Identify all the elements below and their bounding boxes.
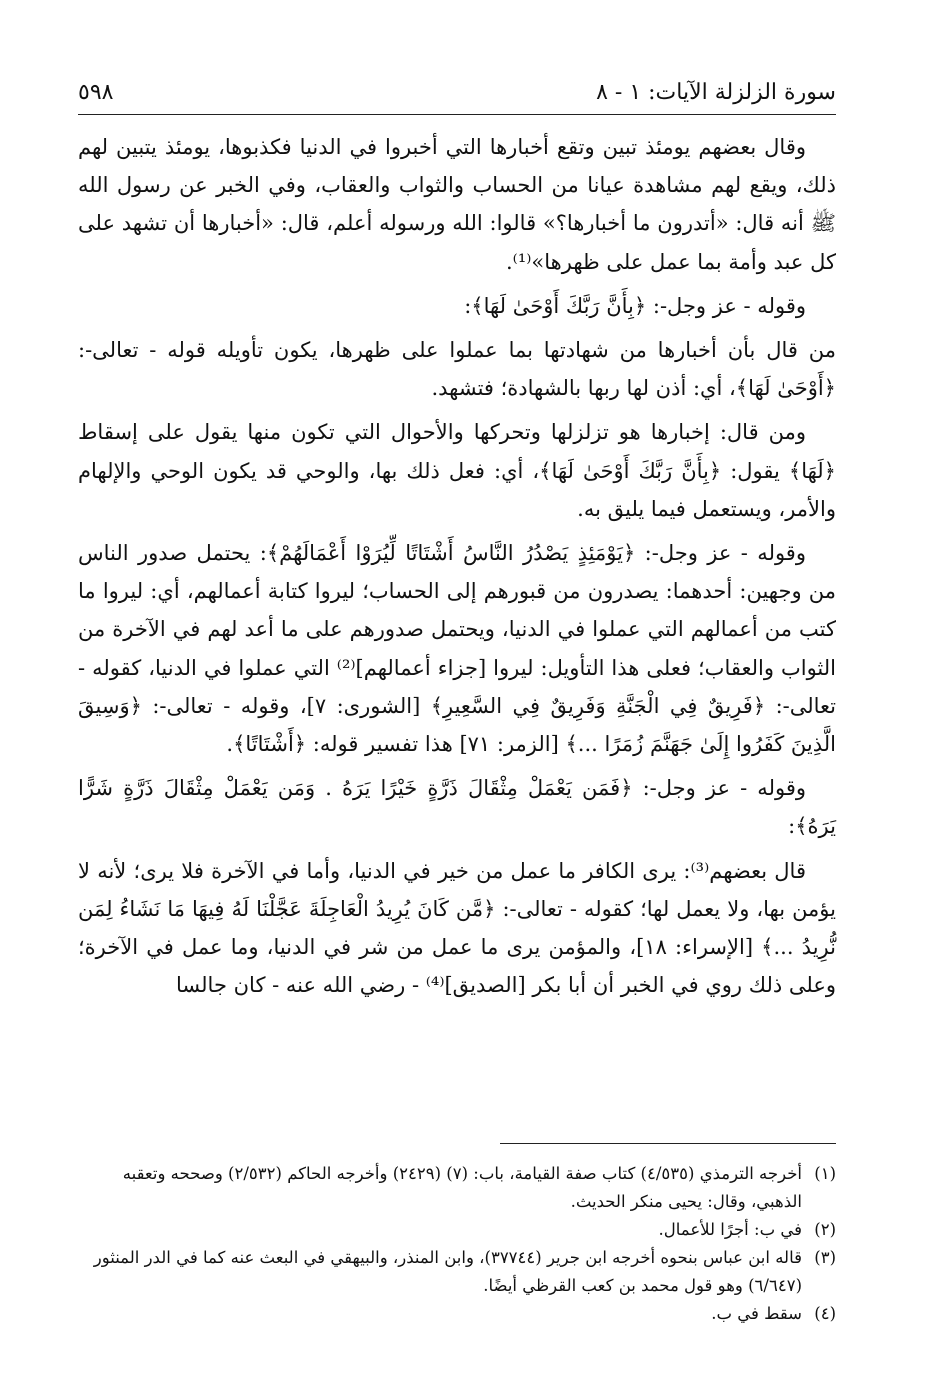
paragraph: من قال بأن أخبارها من شهادتها بما عملوا على ظهرها، يكون تأويله قوله - تعالى-: ﴿أَوْحَىٰ لَهَا﴾، أي: أذن لها ربها بالشهادة؛ فتشهد. <box>78 338 836 401</box>
running-title: سورة الزلزلة الآيات: ١ - ٨ <box>596 79 836 105</box>
paragraph: ومن قال: إخبارها هو تزلزلها وتحركها والأحوال التي تكون منها يقول على إسقاط ﴿لَهَا﴾ يقول: ﴿بِأَنَّ رَبَّكَ أَوْحَىٰ لَهَا﴾، أي: فعل ذلك بها، والوحي قد يكون الوحي والإلهام والأمر، ويستعمل فيما يليق به. <box>78 420 836 521</box>
footnote-number: (٤) <box>814 1304 836 1323</box>
main-text <box>78 128 836 1010</box>
header-divider <box>78 114 836 115</box>
footnote-text: في ب: أجرًا للأعمال. <box>658 1220 802 1239</box>
paragraph: وقوله - عز وجل-: ﴿يَوْمَئِذٍ يَصْدُرُ النَّاسُ أَشْتَاتًا لِّيُرَوْا أَعْمَالَهُمْ﴾: يحتمل صدور الناس من وجهين: أحدهما: يصدرون من قبورهم إلى الحساب؛ ليروا كتابة أعمالهم، أي: ليروا ما كتب من أعمالهم التي عملوا في الدنيا، ويحتمل صدورهم على ما أعد لهم في الآخرة من الثواب والعقاب؛ فعلى هذا التأويل: ليروا [جزاء أعمالهم]⁽²⁾ التي عملوا في الدنيا، كقوله - تعالى-: ﴿فَرِيقٌ فِي الْجَنَّةِ وَفَرِيقٌ فِي السَّعِيرِ﴾ [الشورى: ٧]، وقوله - تعالى-: ﴿وَسِيقَ الَّذِينَ كَفَرُوا إِلَىٰ جَهَنَّمَ زُمَرًا ...﴾ [الزمر: ٧١] هذا تفسير قوله: ﴿أَشْتَاتًا﴾. <box>78 541 837 757</box>
footnote-text: سقط في ب. <box>711 1304 802 1323</box>
footnote <box>78 1216 836 1244</box>
footnote-number: (١) <box>814 1164 836 1183</box>
paragraph: وقوله - عز وجل-: ﴿بِأَنَّ رَبَّكَ أَوْحَىٰ لَهَا﴾: <box>464 293 806 318</box>
footnote-number: (٣) <box>814 1248 836 1267</box>
footnote-divider <box>500 1143 836 1144</box>
page-header <box>78 70 836 114</box>
paragraph: قال بعضهم⁽³⁾: يرى الكافر ما عمل من خير في الدنيا، وأما في الآخرة فلا يرى؛ لأنه لا يؤمن بها، ولا يعمل لها؛ كقوله - تعالى-: ﴿مَّن كَانَ يُرِيدُ الْعَاجِلَةَ عَجَّلْنَا لَهُ فِيهَا مَا نَشَاءُ لِمَن نُّرِيدُ ...﴾ [الإسراء: ١٨]، والمؤمن يرى ما عمل من شر في الدنيا، وما عمل في الآخرة؛ وعلى ذلك روي في الخبر أن أبا بكر [الصديق]⁽⁴⁾ - رضي الله عنه - كان جالسا <box>78 858 836 998</box>
footnote <box>78 1160 836 1216</box>
footnote <box>78 1300 836 1328</box>
paragraph: وقوله - عز وجل-: ﴿فَمَن يَعْمَلْ مِثْقَالَ ذَرَّةٍ خَيْرًا يَرَهُ . وَمَن يَعْمَلْ مِثْقَالَ ذَرَّةٍ شَرًّا يَرَهُ﴾: <box>78 776 836 839</box>
footnote-text: أخرجه الترمذي (٤/٥٣٥) كتاب صفة القيامة، باب: (٧) (٢٤٢٩) وأخرجه الحاكم (٢/٥٣٢) وصححه وتعقبه الذهبي، وقال: يحيى منكر الحديث. <box>122 1164 802 1211</box>
page-number: ٥٩٨ <box>78 79 114 105</box>
paragraph: وقال بعضهم يومئذ تبين وتقع أخبارها التي أخبروا في الدنيا فكذبوها، يومئذ يتبين لهم ذلك، ويقع لهم مشاهدة عيانا من الحساب والثواب والعقاب، وفي الخبر عن رسول الله ﷺ أنه قال: «أتدرون ما أخبارها؟» قالوا: الله ورسوله أعلم، قال: «أخبارها أن تشهد على كل عبد وأمة بما عمل على ظهرها»⁽¹⁾. <box>78 135 836 274</box>
footnote-text: قاله ابن عباس بنحوه أخرجه ابن جرير (٣٧٧٤٤)، وابن المنذر، والبيهقي في البعث عنه كما في الدر المنثور (٦/٦٤٧) وهو قول محمد بن كعب القرظي أيضًا. <box>93 1248 802 1295</box>
footnote-number: (٢) <box>814 1220 836 1239</box>
footnotes <box>78 1160 836 1328</box>
footnote <box>78 1244 836 1300</box>
